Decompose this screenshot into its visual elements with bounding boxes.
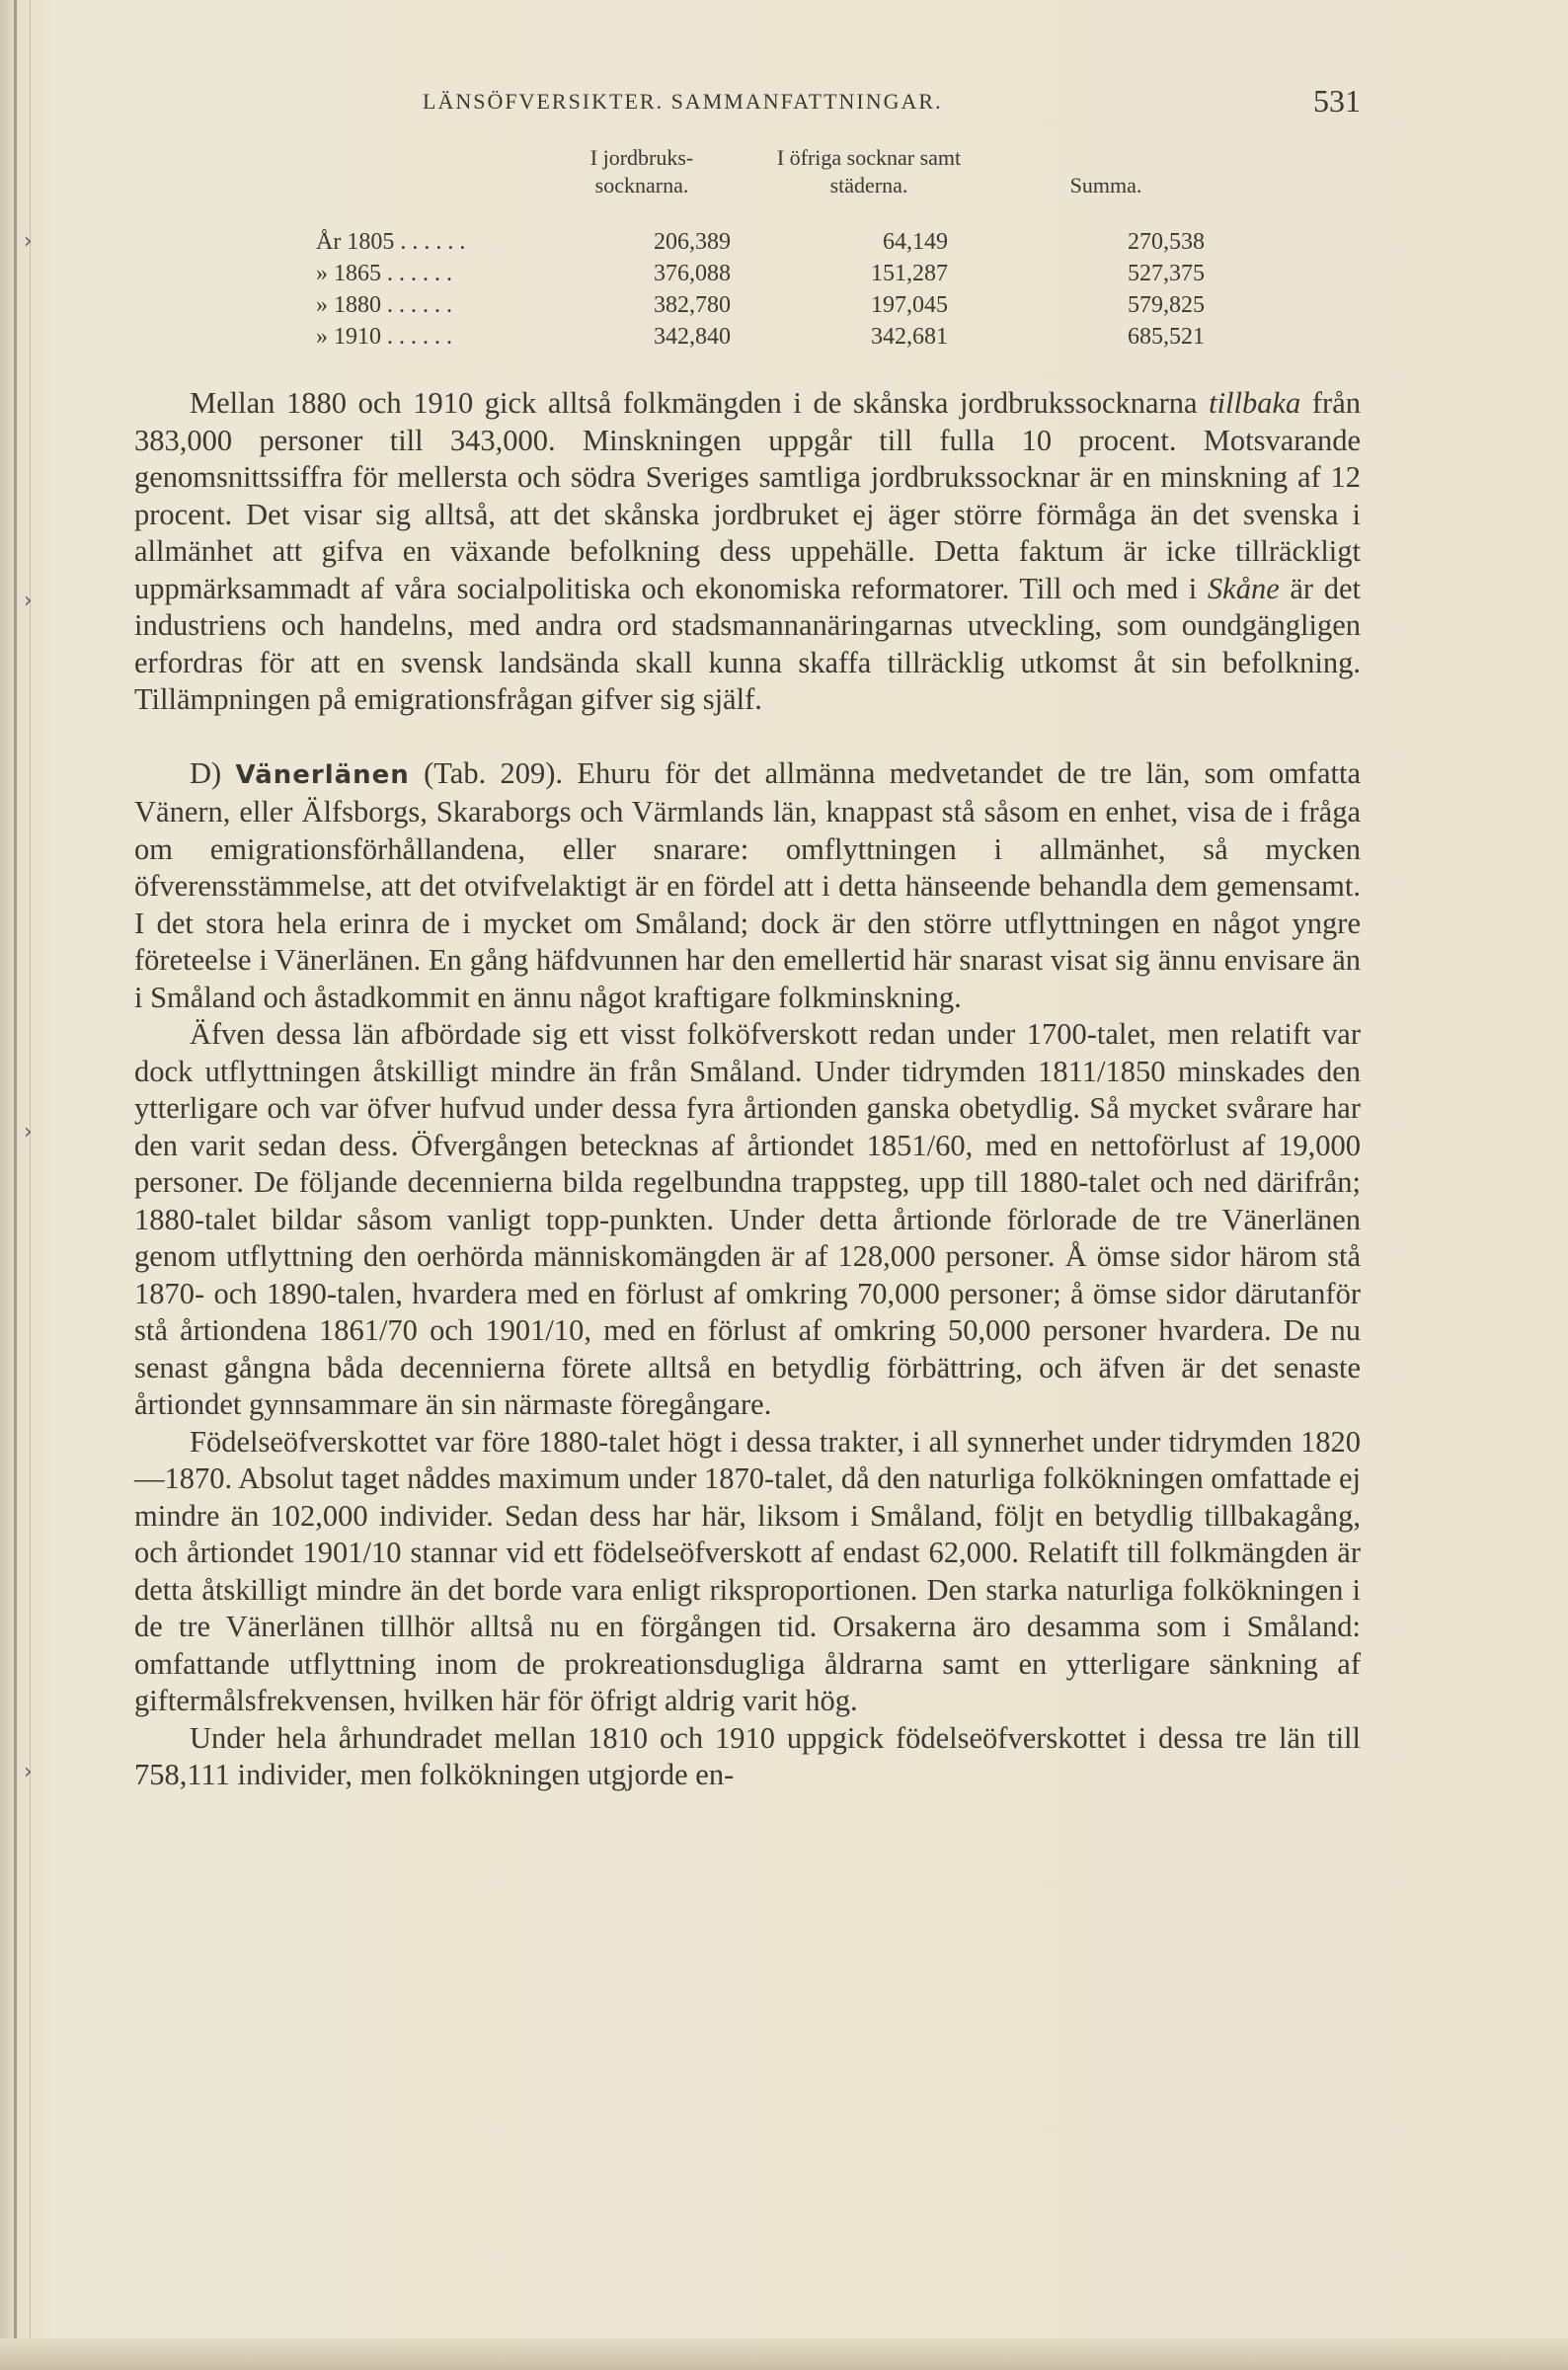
table-row [316,229,1205,259]
emphasis-skane: Skåne [1207,571,1280,605]
cell-ofriga: 151,287 [871,261,948,286]
body-text [134,385,1361,1794]
page-bottom-edge [0,2338,1568,2370]
row-label: » 1880 . . . . . . [316,292,452,318]
text-run: från 383,000 personer till 343,000. Minskningen uppgår till fulla 10 procent. Motsvarande genomsnittssiffra för mellersta och södra Sveriges samtliga jordbrukssocknar är en minskning af 12 procent. Det visar sig alltså, att det skånska jordbruket ej äger större förmåga än det svenska i allmänhet att gifva en växande befolkning dess uppehälle. Detta faktum är icke tillräckligt uppmärksammadt af våra socialpolitiska och ekonomiska reformatorer. Till och med i [134,386,1361,605]
emphasis-tillbaka: tillbaka [1209,386,1301,420]
paragraph-arhundradet: Under hela århundradet mellan 1810 och 1910 uppgick födelseöfverskottet i dessa tre län till 758,111 individer, men folkökningen utgjorde en- [134,1720,1361,1791]
margin-mark: › [24,229,33,254]
cell-ofriga: 64,149 [883,229,948,255]
paragraph-vanerlanen [134,755,1361,1017]
row-label: År 1805 . . . . . . [316,229,466,255]
population-table [316,144,1205,361]
cell-summa: 685,521 [1128,324,1205,350]
table-row [316,292,1205,322]
cell-ofriga: 197,045 [871,292,948,318]
paragraph-utflyttning: Äfven dessa län afbördade sig ett visst folköfverskott redan under 1700-talet, men relatift var dock utflyttningen åtskilligt mindre än från Småland. Under tidrymden 1811/1850 minskades den ytterligare och var öfver hufvud under dessa fyra årtionden ganska obetydlig. Så mycket svårare har den varit sedan dess. Öfvergången betecknas af årtiondet 1851/60, med en nettoförlust af 19,000 personer. De följande decennierna bilda regelbundna trappsteg, upp till 1880-talet och ned därifrån; 1880-talet bildar såsom vanligt topp-punkten. Under detta årtionde förlorade de tre Vänerlänen genom utflyttning den oerhörda människomängden är af 128,000 personer. Å ömse sidor härom stå 1870- och 1890-talen, hvardera med en förlust af omkring 70,000 personer; å ömse sidor därutanför stå årtiondena 1861/70 och 1901/10, med en förlust af omkring 50,000 personer hvardera. De nu senast gångna båda decennierna förete alltså en betydlig förbättring, och äfven är det senaste årtiondet gynnsammare än sin närmaste föregångare. [134,1017,1361,1421]
cell-summa: 579,825 [1128,292,1205,318]
running-header [423,83,1361,122]
text-run: D) [190,755,236,790]
column-header-jordbruk: I jordbruks- socknarna. [589,145,694,198]
cell-ofriga: 342,681 [871,324,948,350]
cell-jordbruk: 342,840 [654,324,731,350]
cell-jordbruk: 382,780 [654,292,731,318]
paragraph-fodelseoverskott: Födelseöfverskottet var före 1880-talet högt i dessa trakter, i all synnerhet under tidrymden 1820—1870. Absolut taget nåddes maximum under 1870-talet, då den naturliga folkökningen omfattade ej mindre än 102,000 individer. Sedan dess har här, liksom i Småland, följt en betydlig tillbakagång, och årtiondet 1901/10 stannar vid ett födelseöfverskott af endast 62,000. Relatift till folkmängden är detta åtskilligt mindre än det borde vara enligt riksproportionen. Den starka naturliga folkökningen i de tre Vänerlänen tillhör alltså nu en förgången tid. Orsakerna äro desamma som i Småland: omfattande utflyttning inom de prokreationsdugliga åldrarna samt en ytterligare sänkning af giftermålsfrekvensen, hvilken här för öfrigt aldrig varit hög. [134,1424,1361,1717]
cell-jordbruk: 376,088 [654,261,731,286]
cell-summa: 527,375 [1128,261,1205,286]
cell-jordbruk: 206,389 [654,229,731,255]
table-row [316,324,1205,354]
page-number: 531 [1313,83,1361,118]
row-label: » 1910 . . . . . . [316,324,452,350]
margin-mark: › [24,1120,33,1145]
header-title: LÄNSÖFVERSIKTER. SAMMANFATTNINGAR. [423,89,943,114]
table-row [316,261,1205,290]
margin-mark: › [24,589,33,613]
page-edge-line-inner [30,0,31,2370]
section-heading-vanerlanen: Vänerlänen [235,759,410,790]
paragraph-skane [134,385,1361,719]
text-run: (Tab. 209). Ehuru för det allmänna medvetandet de tre län, som omfatta Vänern, eller Älfsborgs, Skaraborgs och Värmlands län, knappast stå såsom en enhet, visa de i fråga om emigrationsförhållandena, eller snarare: omflyttningen i allmänhet, så mycken öfverensstämmelse, att det otvifvelaktigt är en fördel att i detta hänseende behandla dem gemensamt. I det stora hela erinra de i mycket om Småland; dock är den större utflyttningen en något yngre företeelse i Vänerlänen. En gång häfdvunnen har den emellertid här snarast visat sig ännu envisare än i Småland och åstadkommit en ännu något kraftigare folkminskning. [134,755,1361,1014]
margin-mark: › [24,1760,33,1784]
page-edge-line [14,0,17,2370]
column-header-ofriga: I öfriga socknar samt städerna. [776,145,962,198]
row-label: » 1865 . . . . . . [316,261,452,286]
column-header-summa: Summa. [1069,173,1142,198]
text-run: Mellan 1880 och 1910 gick alltså folkmängden i de skånska jordbrukssocknarna [190,386,1210,420]
text-run: är det industriens och handelns, med andra ord stadsmannanäringarnas utveckling, som oundgängligen erfordras för att en svensk landsända skall kunna skaffa tillräcklig utkomst åt sin befolkning. Tillämpningen på emigrationsfrågan gifver sig själf. [134,571,1361,716]
cell-summa: 270,538 [1128,229,1205,255]
